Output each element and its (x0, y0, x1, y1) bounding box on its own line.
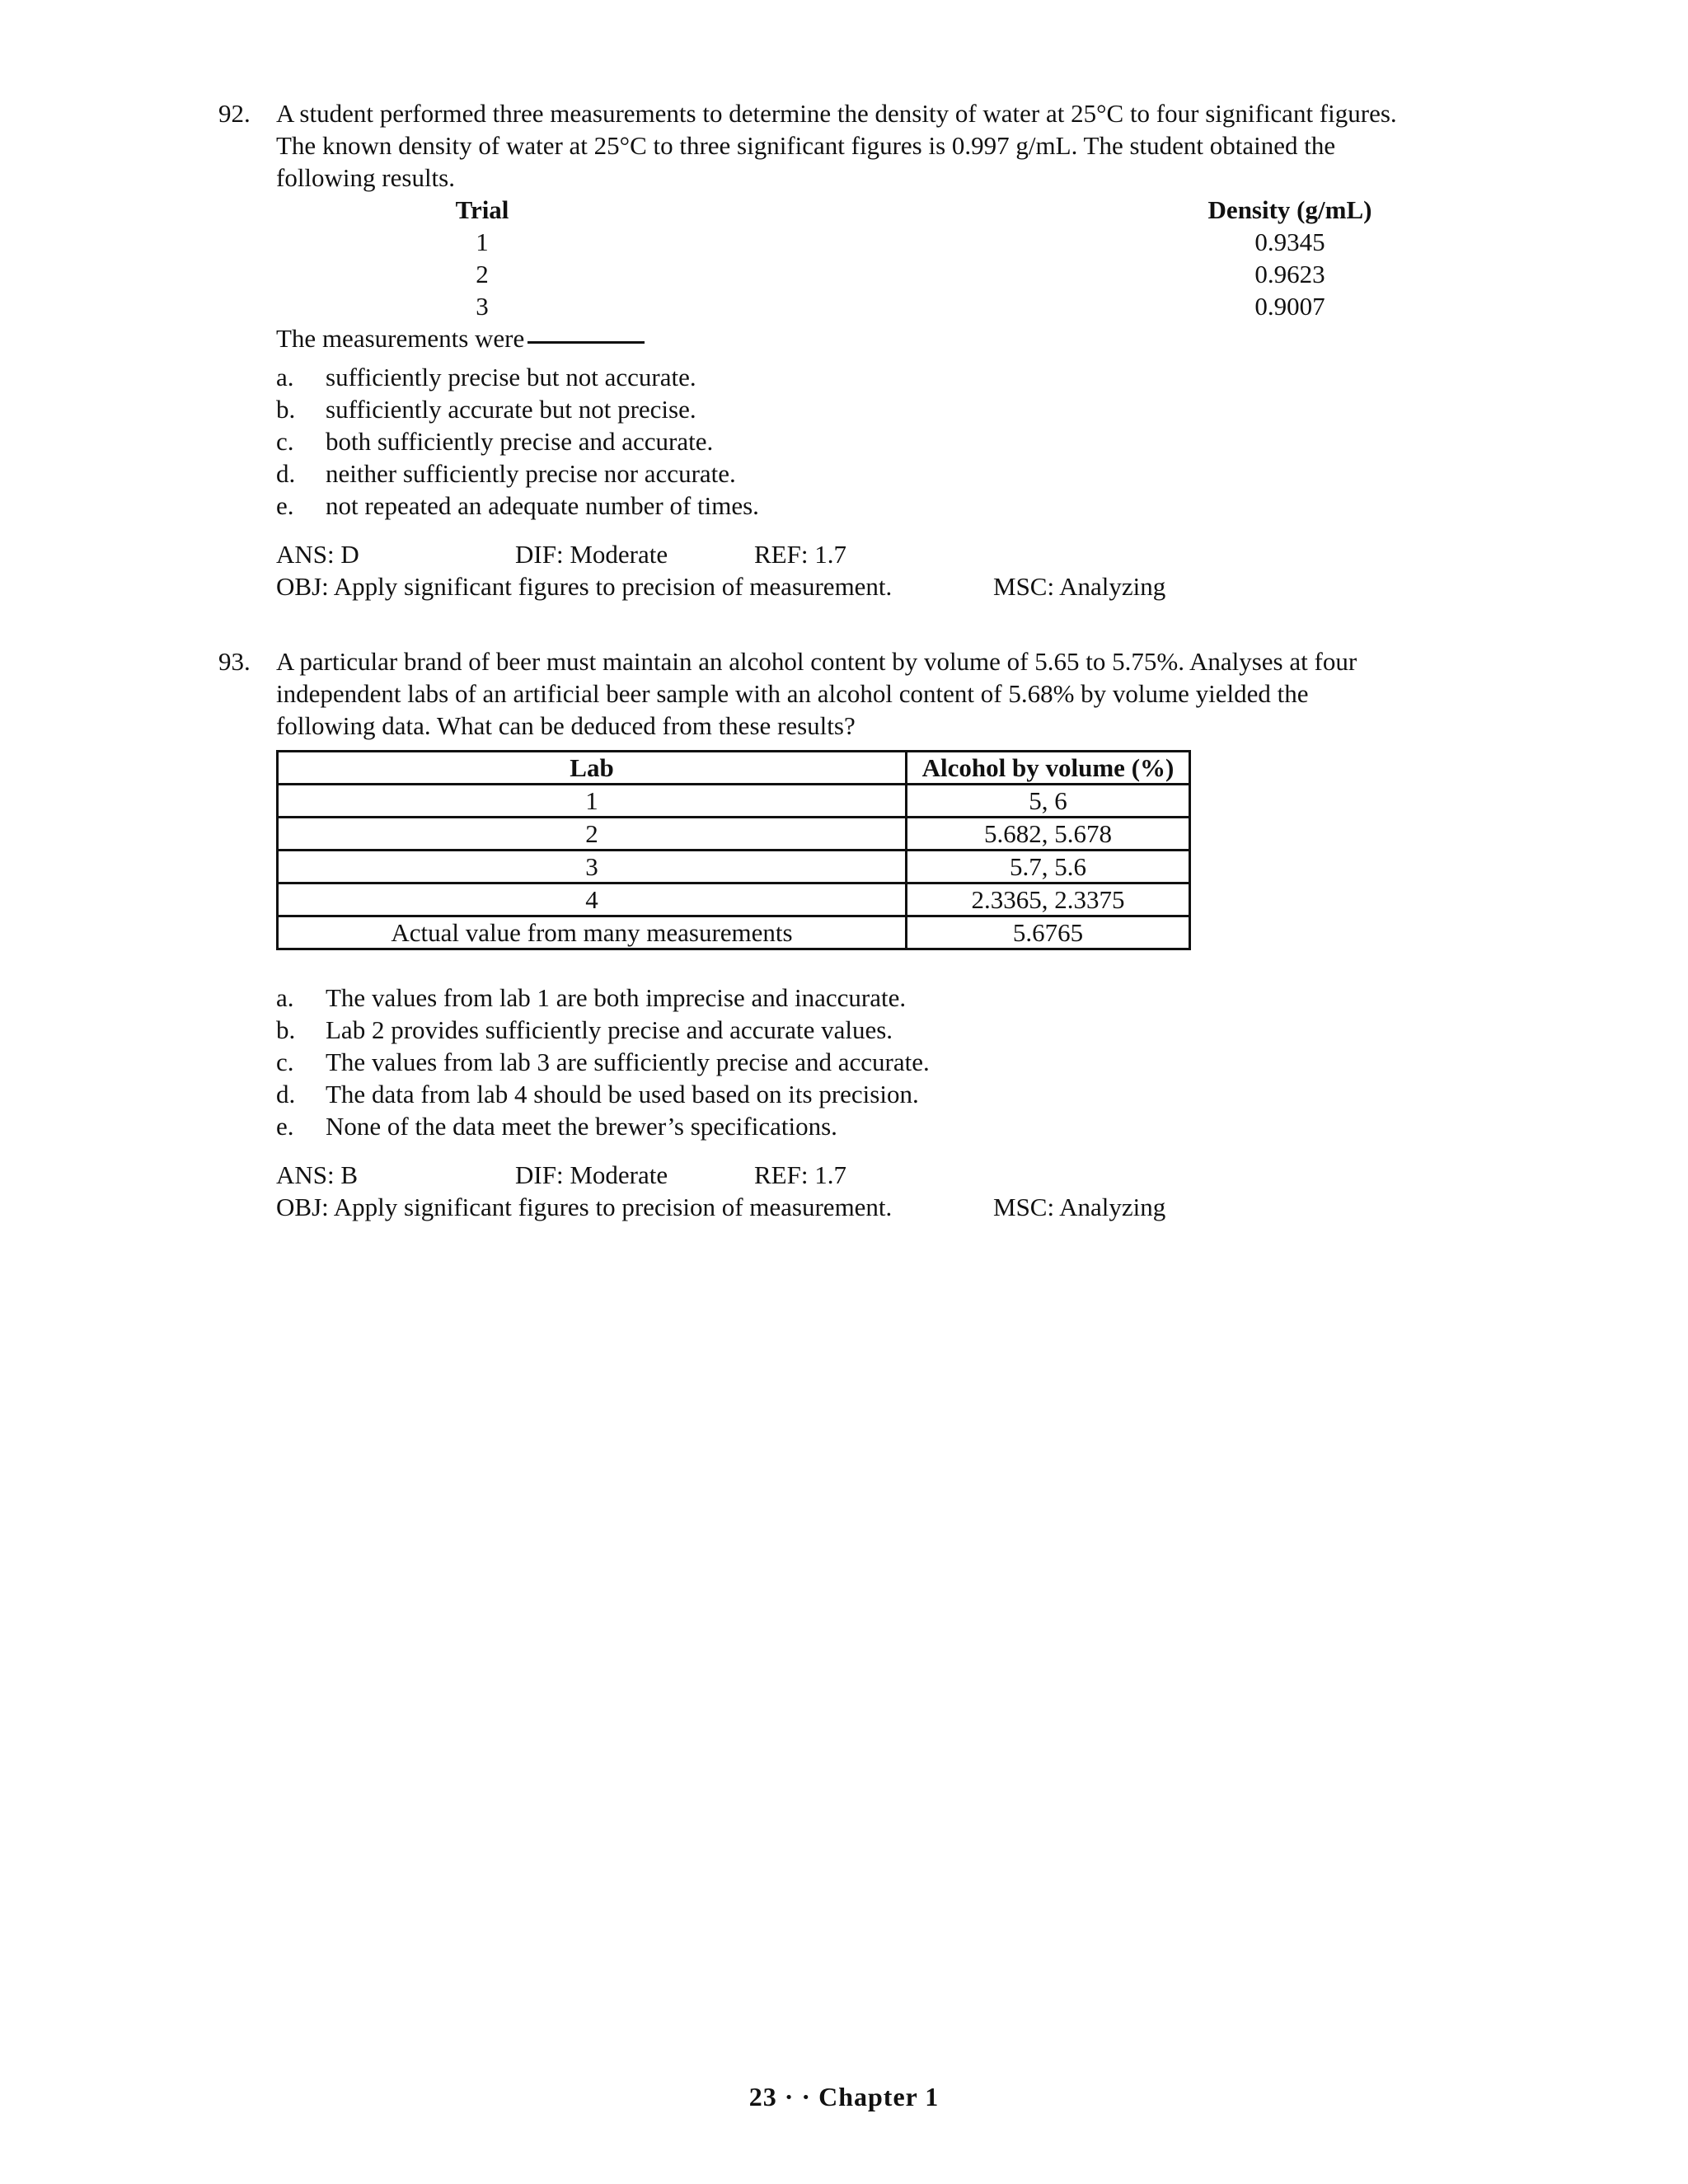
choice-letter: c. (276, 1047, 294, 1076)
choice-c (276, 425, 1405, 457)
objective: OBJ: Apply significant figures to precision of measurement. (276, 1193, 893, 1221)
table-cell: 5, 6 (907, 785, 1190, 818)
reference: REF: 1.7 (754, 540, 846, 569)
choice-text: Lab 2 provides sufficiently precise and accurate values. (326, 1015, 893, 1044)
question-93 (218, 645, 1405, 1223)
choice-text: not repeated an adequate number of times. (326, 491, 759, 520)
difficulty: DIF: Moderate (515, 540, 668, 569)
choice-text: sufficiently precise but not accurate. (326, 363, 696, 391)
table-header-row (278, 752, 1190, 785)
choice-b (276, 1014, 1405, 1046)
difficulty: DIF: Moderate (515, 1160, 668, 1189)
table-header-lab: Lab (278, 752, 907, 785)
page-footer: 23 · · Chapter 1 (748, 2082, 940, 2111)
question-number: 93. (218, 647, 251, 676)
choice-letter: d. (276, 1080, 296, 1108)
choice-text: The data from lab 4 should be used based on its precision. (326, 1080, 919, 1108)
answer-blank (528, 341, 645, 344)
lead-text: The measurements were (276, 324, 525, 353)
table-cell: 0.9623 (1254, 260, 1325, 288)
table-cell: 2 (476, 260, 489, 288)
msc: MSC: Analyzing (993, 1193, 1166, 1221)
reference: REF: 1.7 (754, 1160, 846, 1189)
choice-letter: e. (276, 1112, 294, 1141)
choice-d (276, 1078, 1405, 1110)
table-cell: 3 (278, 851, 907, 883)
question-stem: A particular brand of beer must maintain an alcohol content by volume of 5.65 to 5.75%. Analyses at four independent labs of an artificial beer sample with an alcohol content of 5.68% by volume yielded the following data. What can be deduced from these results? (276, 647, 1357, 740)
choice-c (276, 1046, 1405, 1078)
table-cell: 5.682, 5.678 (907, 818, 1190, 851)
results-table (276, 194, 1405, 322)
choice-e (276, 1110, 1405, 1142)
choice-text: sufficiently accurate but not precise. (326, 395, 696, 424)
choice-text: None of the data meet the brewer’s specifications. (326, 1112, 837, 1141)
table-row (278, 916, 1190, 949)
table-cell: 5.7, 5.6 (907, 851, 1190, 883)
choice-letter: a. (276, 983, 294, 1012)
choice-letter: d. (276, 459, 296, 488)
table-row (278, 851, 1190, 883)
table-cell: 1 (278, 785, 907, 818)
choice-list (276, 982, 1405, 1142)
choice-text: The values from lab 3 are sufficiently precise and accurate. (326, 1047, 930, 1076)
choice-letter: e. (276, 491, 294, 520)
choice-d (276, 457, 1405, 490)
answer-lead (276, 322, 1405, 354)
table-header-trial: Trial (455, 195, 509, 224)
answer-key: ANS: D (276, 540, 359, 569)
question-stem: A student performed three measurements to determine the density of water at 25°C to four significant figures. The known density of water at 25°C to three significant figures is 0.997 g/mL. The student obtained the following results. (276, 99, 1397, 192)
table-cell: 2.3365, 2.3375 (907, 883, 1190, 916)
choice-letter: b. (276, 1015, 296, 1044)
choice-e (276, 490, 1405, 522)
answer-metadata (276, 538, 1405, 602)
choice-list (276, 361, 1405, 522)
table-header-alcohol: Alcohol by volume (%) (907, 752, 1190, 785)
table-cell: 2 (278, 818, 907, 851)
msc: MSC: Analyzing (993, 572, 1166, 601)
table-row (278, 883, 1190, 916)
table-cell: 4 (278, 883, 907, 916)
objective: OBJ: Apply significant figures to precision of measurement. (276, 572, 893, 601)
question-body (276, 97, 1405, 602)
question-body (276, 645, 1405, 1223)
choice-b (276, 393, 1405, 425)
question-92 (218, 97, 1405, 602)
choice-text: both sufficiently precise and accurate. (326, 427, 714, 456)
choice-letter: a. (276, 363, 294, 391)
choice-letter: c. (276, 427, 294, 456)
table-cell: 1 (476, 227, 489, 256)
table-cell: 3 (476, 292, 489, 321)
table-cell: Actual value from many measurements (278, 916, 907, 949)
table-cell: 0.9345 (1254, 227, 1325, 256)
lab-results-table (276, 750, 1191, 950)
answer-metadata (276, 1159, 1405, 1223)
table-header-density: Density (g/mL) (1207, 195, 1372, 224)
table-cell: 5.6765 (907, 916, 1190, 949)
choice-letter: b. (276, 395, 296, 424)
choice-text: neither sufficiently precise nor accurate. (326, 459, 736, 488)
table-cell: 0.9007 (1254, 292, 1325, 321)
table-row (278, 818, 1190, 851)
choice-text: The values from lab 1 are both imprecise and inaccurate. (326, 983, 907, 1012)
question-number: 92. (218, 99, 251, 128)
choice-a (276, 982, 1405, 1014)
answer-key: ANS: B (276, 1160, 359, 1189)
table-row (278, 785, 1190, 818)
choice-a (276, 361, 1405, 393)
